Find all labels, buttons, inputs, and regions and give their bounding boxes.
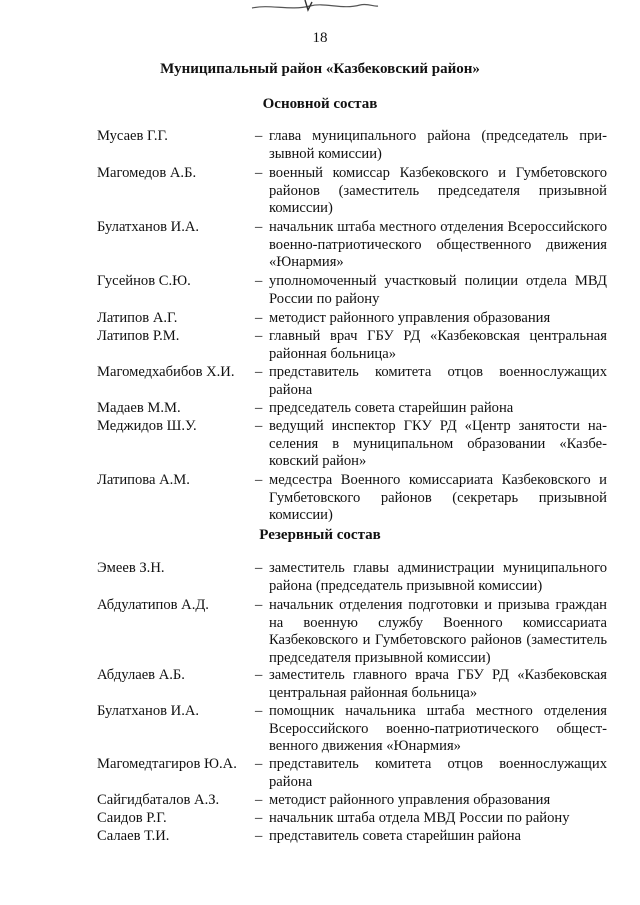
dash: – [255,418,263,434]
page-number: 18 [312,30,328,46]
member-role: председатель совета старейшин района [269,400,514,416]
main-composition-list [97,128,607,526]
member-name: Абдулатипов А.Д. [97,597,209,613]
member-name: Мусаев Г.Г. [97,128,168,144]
dash: – [255,310,263,326]
list-item [97,597,607,667]
dash: – [255,364,263,380]
dash: – [255,597,263,613]
list-item [97,328,607,364]
list-item [97,828,607,846]
member-role: представитель совета старейшин района [269,828,521,844]
list-item [97,703,607,756]
member-role: главный врач ГБУ РД «Казбековская центральная районная больница» [269,328,607,362]
dash: – [255,810,263,826]
member-role: начальник штаба отдела МВД России по району [269,810,570,826]
member-name: Мадаев М.М. [97,400,181,416]
list-item [97,310,607,328]
member-role: глава муниципального района (председатель призывной комиссии) [269,128,607,162]
list-item [97,400,607,418]
district-title: Муниципальный район «Казбековский район» [160,61,480,77]
dash: – [255,128,263,144]
list-item [97,219,607,273]
dash: – [255,328,263,344]
member-name: Абдулаев А.Б. [97,667,185,683]
member-role: заместитель главного врача ГБУ РД «Казбековская центральная районная больница» [269,667,607,701]
member-name: Гусейнов С.Ю. [97,273,191,289]
dash: – [255,400,263,416]
dash: – [255,165,263,181]
list-item [97,364,607,400]
list-item [97,472,607,526]
dash: – [255,792,263,808]
member-name: Сайгидбаталов А.З. [97,792,220,808]
member-role: ведущий инспектор ГКУ РД «Центр занятости населения в муниципальном образовании «Казбековский район» [269,418,607,470]
list-item [97,560,607,597]
list-item [97,128,607,165]
dash: – [255,560,263,576]
member-role: уполномоченный участковый полиции отдела МВД России по району [269,273,607,307]
list-item [97,810,607,828]
member-name: Латипова А.М. [97,472,190,488]
list-item [97,273,607,310]
dash: – [255,667,263,683]
member-name: Булатханов И.А. [97,219,200,235]
member-role: помощник начальника штаба местного отделения Всероссийского военно-патриотического общественного движения «Юнармия» [269,703,607,755]
member-name: Латипов Р.М. [97,328,180,344]
reserve-composition-list [97,560,607,846]
dash: – [255,703,263,719]
member-name: Меджидов Ш.У. [97,418,197,434]
member-role: начальник штаба местного отделения Всероссийского военно-патриотического общественного движения «Юнармия» [269,219,607,271]
list-item [97,165,607,219]
member-role: медсестра Военного комиссариата Казбековского и Гумбетовского районов (секретарь призывной комиссии) [269,472,607,524]
member-role: представитель комитета отцов военнослужащих района [269,364,607,398]
member-role: представитель комитета отцов военнослужащих района [269,756,607,790]
dash: – [255,219,263,235]
dash: – [255,756,263,772]
reserve-composition-title: Резервный состав [259,527,381,543]
dash: – [255,273,263,289]
member-role: начальник отделения подготовки и призыва граждан на военную службу Военного комиссариата Казбековского и Гумбетовского районов (заместитель председателя призывной комиссии) [269,597,607,666]
member-name: Магомедов А.Б. [97,165,197,181]
member-role: методист районного управления образования [269,792,551,808]
list-item [97,792,607,810]
dash: – [255,472,263,488]
member-name: Магомедтагиров Ю.А. [97,756,237,772]
member-name: Булатханов И.А. [97,703,200,719]
dash: – [255,828,263,844]
member-name: Латипов А.Г. [97,310,178,326]
member-name: Салаев Т.И. [97,828,170,844]
member-name: Саидов Р.Г. [97,810,167,826]
member-role: методист районного управления образования [269,310,551,326]
member-name: Магомедхабибов Х.И. [97,364,235,380]
main-composition-title: Основной состав [262,96,378,112]
member-role: заместитель главы администрации муниципального района (председатель призывной комиссии) [269,560,607,594]
member-role: военный комиссар Казбековского и Гумбетовского районов (заместитель председателя призывной комиссии) [269,165,607,217]
list-item [97,756,607,792]
scan-artifact-mark [250,0,380,14]
list-item [97,418,607,472]
list-item [97,667,607,703]
member-name: Эмеев З.Н. [97,560,165,576]
